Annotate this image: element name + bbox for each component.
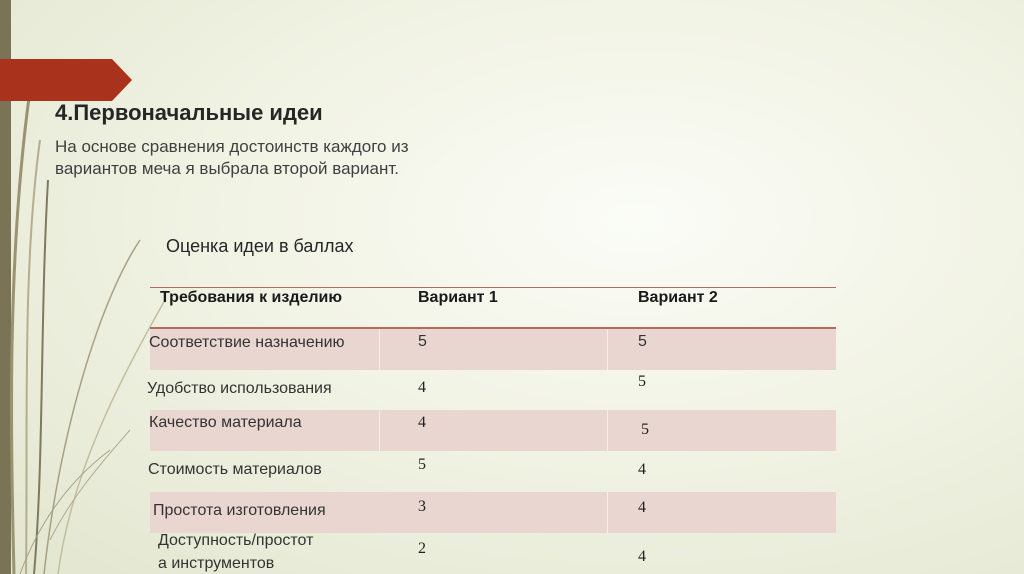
row-label: Стоимость материалов (148, 461, 322, 478)
row-label-line-2: а инструментов (158, 555, 275, 572)
row-value-variant-1: 4 (418, 379, 426, 396)
header-variant-1: Вариант 1 (418, 289, 498, 306)
slide-title: 4.Первоначальные идеи (55, 100, 323, 125)
column-separator (379, 410, 380, 451)
row-value-variant-1: 3 (418, 498, 426, 515)
row-value-variant-1: 5 (418, 456, 426, 473)
row-label: Удобство использования (147, 380, 332, 397)
row-label-line-1: Доступность/простот (158, 532, 314, 549)
row-value-variant-2: 4 (638, 548, 646, 565)
row-label: Простота изготовления (153, 502, 326, 519)
row-value-variant-2: 4 (638, 499, 646, 516)
row-label: Качество материала (149, 414, 302, 431)
column-separator (379, 329, 380, 370)
row-label: Соответствие назначению (149, 334, 345, 351)
title-arrow-shape (0, 59, 132, 101)
column-separator (607, 329, 608, 370)
row-value-variant-2: 4 (638, 461, 646, 478)
header-variant-2: Вариант 2 (638, 289, 718, 306)
row-value-variant-1: 5 (418, 333, 427, 350)
row-value-variant-2: 5 (641, 421, 649, 438)
row-value-variant-2: 5 (638, 373, 646, 390)
column-separator (607, 410, 608, 451)
table-caption: Оценка идеи в баллах (166, 236, 354, 256)
row-value-variant-1: 2 (418, 540, 426, 557)
intro-paragraph: На основе сравнения достоинств каждого из вариантов меча я выбрала второй вариант. (55, 137, 409, 178)
header-requirements: Требования к изделию (160, 289, 343, 306)
row-value-variant-2: 5 (638, 333, 647, 350)
column-separator (607, 492, 608, 533)
row-value-variant-1: 4 (418, 414, 426, 431)
table-top-border (150, 287, 836, 288)
